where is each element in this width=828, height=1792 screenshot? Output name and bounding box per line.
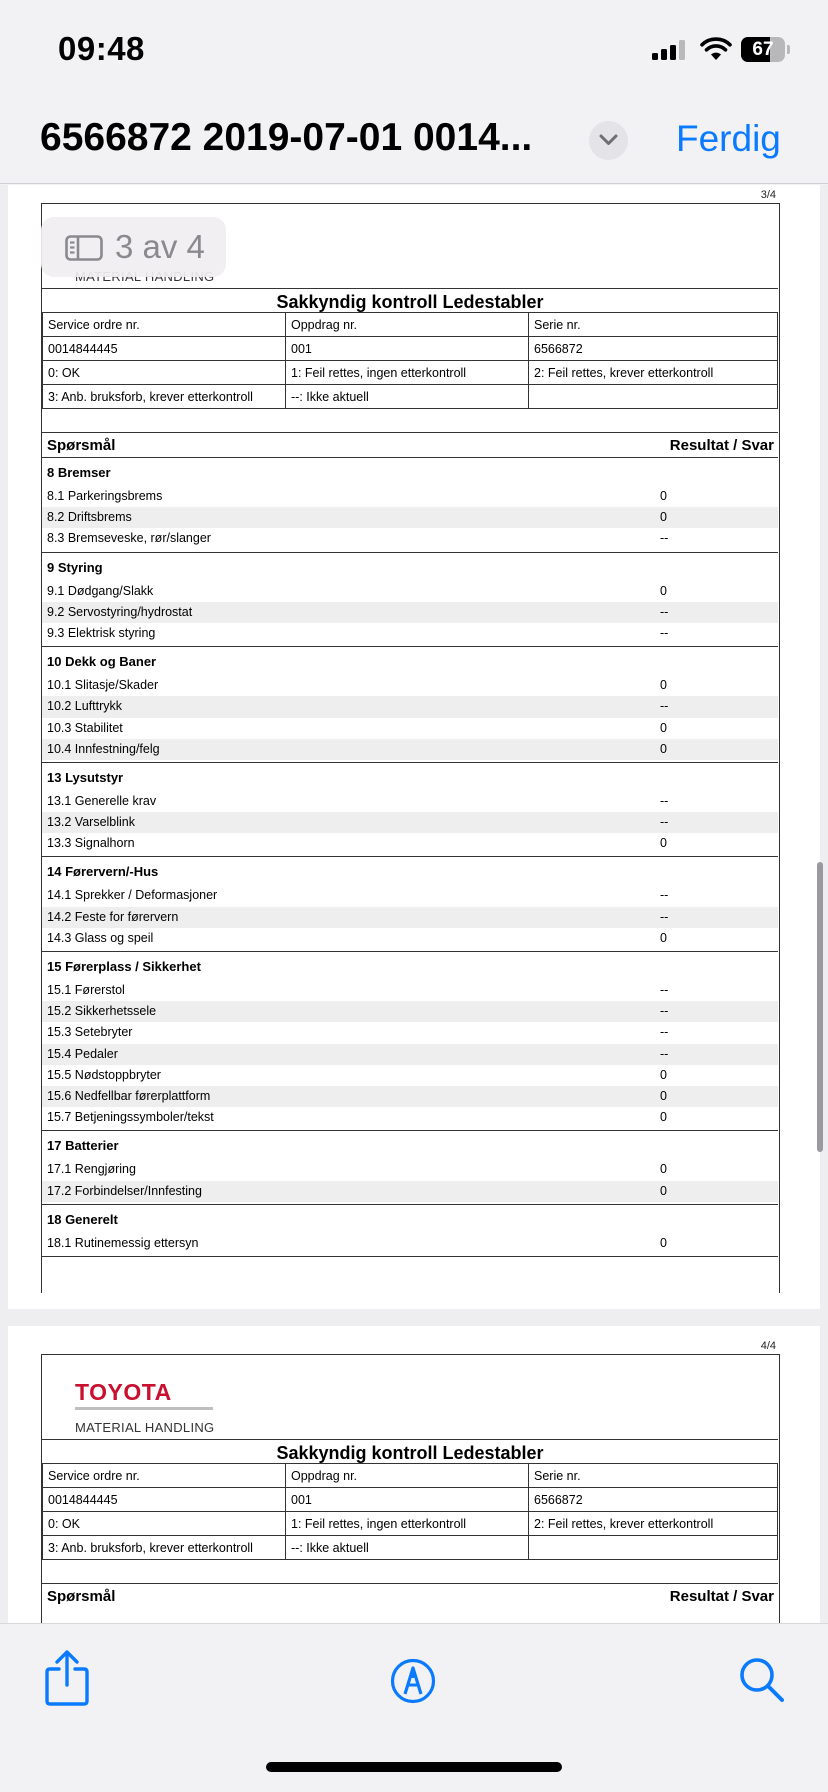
form-frame — [41, 1354, 780, 1623]
wifi-icon — [700, 36, 732, 62]
assignment-label: Oppdrag nr. — [286, 313, 529, 337]
legend-1: 1: Feil rettes, ingen etterkontroll — [286, 361, 529, 385]
done-button[interactable]: Ferdig — [676, 118, 781, 159]
question-header: Spørsmål — [47, 437, 116, 454]
table-row — [42, 1107, 778, 1128]
assignment-value: 001 — [286, 337, 529, 361]
table-row — [42, 528, 778, 549]
question-section — [42, 1205, 778, 1257]
serial-label: Serie nr. — [529, 1464, 778, 1488]
document-title[interactable]: 6566872 2019-07-01 0014... — [40, 116, 533, 159]
legend-3: 3: Anb. bruksforb, krever etterkontroll — [43, 385, 286, 409]
question-text: 15.6 Nedfellbar førerplattform — [47, 1088, 211, 1103]
table-row — [42, 1065, 778, 1086]
result-value: 0 — [660, 1110, 667, 1125]
result-header: Resultat / Svar — [669, 437, 774, 454]
serial-value: 6566872 — [529, 1488, 778, 1512]
legend-1: 1: Feil rettes, ingen etterkontroll — [286, 1512, 529, 1536]
result-header: Resultat / Svar — [669, 1588, 774, 1605]
result-value: 0 — [660, 1067, 667, 1082]
table-row — [42, 1181, 778, 1202]
result-value: -- — [660, 983, 669, 997]
table-row — [42, 928, 778, 949]
result-value: -- — [660, 604, 669, 619]
page-number: 4/4 — [760, 1340, 776, 1352]
result-value: -- — [660, 625, 669, 640]
question-text: 15.1 Førerstol — [47, 983, 125, 997]
result-value: 0 — [660, 1235, 667, 1250]
question-text: 8.3 Bremseveske, rør/slanger — [47, 531, 211, 546]
question-text: 17.1 Rengjøring — [47, 1162, 136, 1177]
legend-2: 2: Feil rettes, krever etterkontroll — [529, 361, 778, 385]
table-row — [42, 812, 778, 833]
page-indicator[interactable] — [41, 217, 226, 277]
section-title: 10 Dekk og Baner — [47, 654, 157, 670]
question-text: 15.7 Betjeningssymboler/tekst — [47, 1110, 214, 1125]
question-text: 17.2 Forbindelser/Innfesting — [47, 1183, 202, 1198]
form-frame — [41, 203, 780, 1293]
result-value: 0 — [660, 720, 667, 735]
table-row — [42, 1159, 778, 1180]
result-value: 0 — [660, 1162, 667, 1177]
result-value: -- — [660, 699, 669, 714]
form-header — [42, 1355, 778, 1440]
question-header: Spørsmål — [47, 1588, 116, 1605]
question-text: 14.1 Sprekker / Deformasjoner — [47, 888, 218, 903]
section-rows — [42, 675, 778, 760]
question-section — [42, 1131, 778, 1204]
question-text: 15.4 Pedaler — [47, 1046, 118, 1061]
serial-label: Serie nr. — [529, 313, 778, 337]
pdf-viewer[interactable] — [0, 185, 828, 1623]
question-text: 10.3 Stabilitet — [47, 720, 123, 735]
question-section — [42, 458, 778, 553]
question-text: 13.2 Varselblink — [47, 815, 136, 830]
question-text: 8.1 Parkeringsbrems — [47, 489, 163, 503]
result-value: 0 — [660, 510, 667, 525]
chevron-down-icon — [599, 133, 618, 147]
table-row — [42, 602, 778, 623]
assignment-value: 001 — [286, 1488, 529, 1512]
result-value: 0 — [660, 678, 667, 693]
cellular-signal-icon — [652, 40, 688, 60]
question-text: 15.5 Nødstoppbryter — [47, 1067, 161, 1082]
table-row — [42, 739, 778, 760]
info-table — [42, 1463, 778, 1560]
scroll-indicator[interactable] — [817, 862, 823, 1152]
table-row — [42, 907, 778, 928]
table-row — [42, 980, 778, 1001]
result-value: -- — [660, 1046, 669, 1061]
question-text: 9.2 Servostyring/hydrostat — [47, 604, 193, 619]
question-text: 10.2 Lufttrykk — [47, 699, 123, 714]
question-section — [42, 763, 778, 858]
table-row — [42, 1086, 778, 1107]
page-indicator-label: 3 av 4 — [115, 228, 205, 265]
section-rows — [42, 1233, 778, 1254]
question-text: 9.3 Elektrisk styring — [47, 625, 156, 640]
service-order-value: 0014844445 — [43, 337, 286, 361]
legend-0: 0: OK — [43, 361, 286, 385]
question-text: 14.3 Glass og speil — [47, 930, 154, 945]
table-row — [42, 1044, 778, 1065]
legend-na: --: Ikke aktuell — [286, 1536, 529, 1560]
result-value: 0 — [660, 1088, 667, 1103]
service-order-label: Service ordre nr. — [43, 313, 286, 337]
question-text: 18.1 Rutinemessig ettersyn — [47, 1235, 199, 1250]
table-row — [42, 675, 778, 696]
result-value: 0 — [660, 489, 667, 503]
section-title: 13 Lysutstyr — [47, 769, 124, 785]
question-text: 15.3 Setebryter — [47, 1025, 133, 1040]
result-value: -- — [660, 888, 669, 903]
logo-underline — [75, 1407, 213, 1410]
legend-empty — [529, 385, 778, 409]
section-rows — [42, 980, 778, 1128]
table-row — [42, 696, 778, 717]
table-row — [42, 623, 778, 644]
assignment-label: Oppdrag nr. — [286, 1464, 529, 1488]
result-value: 0 — [660, 741, 667, 756]
question-text: 10.4 Innfestning/felg — [47, 741, 160, 756]
result-value: 0 — [660, 836, 667, 851]
search-button[interactable] — [738, 1656, 786, 1709]
question-text: 10.1 Slitasje/Skader — [47, 678, 159, 693]
legend-na: --: Ikke aktuell — [286, 385, 529, 409]
question-header-row — [42, 432, 778, 458]
pdf-page-3 — [8, 185, 820, 1309]
question-sections — [42, 458, 778, 1257]
section-rows — [42, 486, 778, 550]
question-text: 8.2 Driftsbrems — [47, 510, 132, 525]
status-bar — [0, 0, 828, 100]
status-time: 09:48 — [58, 30, 145, 67]
markup-button[interactable] — [390, 1658, 436, 1709]
table-row — [42, 885, 778, 906]
question-section — [42, 952, 778, 1131]
share-icon — [44, 1649, 90, 1707]
markup-pen-icon — [390, 1658, 436, 1704]
info-table — [42, 312, 778, 409]
question-text: 13.1 Generelle krav — [47, 793, 157, 808]
section-title: 9 Styring — [47, 559, 103, 575]
material-handling-label: MATERIAL HANDLING — [75, 1420, 215, 1435]
question-text: 9.1 Dødgang/Slakk — [47, 583, 154, 598]
question-text: 13.3 Signalhorn — [47, 836, 135, 851]
result-value: -- — [660, 815, 669, 830]
result-value: -- — [660, 909, 669, 924]
table-row — [42, 718, 778, 739]
result-value: 0 — [660, 930, 667, 945]
table-row — [42, 1233, 778, 1254]
table-row — [42, 791, 778, 812]
legend-3: 3: Anb. bruksforb, krever etterkontroll — [43, 1536, 286, 1560]
serial-value: 6566872 — [529, 337, 778, 361]
table-row — [42, 1022, 778, 1043]
section-title: 18 Generelt — [47, 1211, 118, 1227]
result-value: -- — [660, 531, 669, 546]
battery-icon — [741, 37, 791, 62]
result-value: -- — [660, 1004, 669, 1019]
legend-empty — [529, 1536, 778, 1560]
question-header-row — [42, 1583, 778, 1609]
section-title: 17 Batterier — [47, 1138, 119, 1154]
form-title: Sakkyndig kontroll Ledestabler — [276, 1443, 544, 1463]
question-section — [42, 553, 778, 648]
section-rows — [42, 1159, 778, 1201]
question-text: 15.2 Sikkerhetssele — [47, 1004, 157, 1019]
battery-level: 67 — [752, 39, 774, 60]
result-value: -- — [660, 793, 669, 808]
section-rows — [42, 791, 778, 855]
home-indicator[interactable] — [266, 1762, 562, 1772]
result-value: 0 — [660, 1183, 667, 1198]
legend-2: 2: Feil rettes, krever etterkontroll — [529, 1512, 778, 1536]
table-row — [42, 581, 778, 602]
title-menu-button[interactable] — [589, 121, 628, 160]
toyota-logo: TOYOTA — [75, 1379, 172, 1405]
legend-0: 0: OK — [43, 1512, 286, 1536]
sidebar-icon — [65, 235, 103, 261]
section-title: 8 Bremser — [47, 465, 111, 480]
page-number: 3/4 — [760, 189, 776, 201]
navigation-bar — [0, 100, 828, 184]
section-rows — [42, 581, 778, 645]
section-title: 14 Førervern/-Hus — [47, 864, 159, 880]
table-row — [42, 833, 778, 854]
form-title: Sakkyndig kontroll Ledestabler — [276, 292, 544, 312]
table-row — [42, 1001, 778, 1022]
table-row — [42, 507, 778, 528]
search-icon — [738, 1656, 786, 1704]
question-text: 14.2 Feste for førervern — [47, 909, 179, 924]
share-button[interactable] — [44, 1649, 90, 1712]
pdf-page-4 — [8, 1326, 820, 1623]
table-row — [42, 486, 778, 507]
service-order-value: 0014844445 — [43, 1488, 286, 1512]
question-section — [42, 857, 778, 952]
service-order-label: Service ordre nr. — [43, 1464, 286, 1488]
section-rows — [42, 885, 778, 949]
section-title: 15 Førerplass / Sikkerhet — [47, 959, 201, 974]
result-value: -- — [660, 1025, 669, 1040]
question-section — [42, 647, 778, 763]
result-value: 0 — [660, 583, 667, 598]
